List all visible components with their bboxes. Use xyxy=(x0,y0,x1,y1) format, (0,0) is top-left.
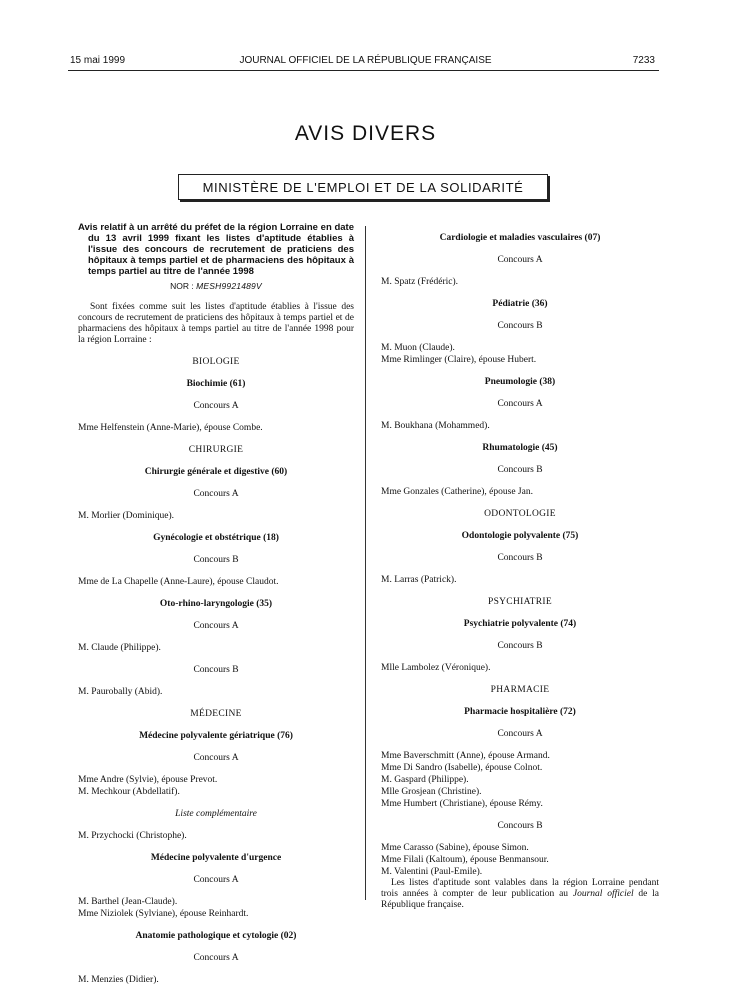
entry-item: M. Spatz (Frédéric). xyxy=(381,277,459,287)
entry-item: Mme Carasso (Sabine), épouse Simon. xyxy=(381,843,529,853)
entry-item: M. Boukhana (Mohammed). xyxy=(381,421,490,431)
entry-item: Mme Niziolek (Sylviane), épouse Reinhardt. xyxy=(78,909,249,919)
entry-list xyxy=(78,422,354,434)
header-rule xyxy=(68,70,659,71)
specialty-heading: Rhumatologie (45) xyxy=(482,443,558,453)
entry-list xyxy=(78,510,354,522)
entry-list xyxy=(78,774,354,798)
specialty-heading: Chirurgie générale et digestive (60) xyxy=(144,467,288,477)
section-heading: PHARMACIE xyxy=(490,685,550,695)
entry-item: Mme Gonzales (Catherine), épouse Jan. xyxy=(381,487,533,497)
liste-label: Liste complémentaire xyxy=(175,809,257,819)
specialty-heading: Odontologie polyvalente (75) xyxy=(461,531,579,541)
concours-label: Concours A xyxy=(193,875,239,885)
ministry-name: MINISTÈRE DE L'EMPLOI ET DE LA SOLIDARITÉ xyxy=(202,179,524,195)
entry-list xyxy=(78,974,354,986)
concours-label: Concours B xyxy=(193,665,239,675)
entry-list xyxy=(78,830,354,842)
entry-list xyxy=(78,896,354,920)
entry-item: M. Claude (Philippe). xyxy=(78,643,161,653)
header-date: 15 mai 1999 xyxy=(70,55,126,66)
entry-list xyxy=(381,420,659,432)
section-heading: BIOLOGIE xyxy=(192,357,240,367)
header-journal-title: JOURNAL OFFICIEL DE LA RÉPUBLIQUE FRANÇAISE xyxy=(239,55,492,66)
concours-label: Concours A xyxy=(193,401,239,411)
entry-item: Mme de La Chapelle (Anne-Laure), épouse Claudot. xyxy=(78,577,279,587)
entry-item: M. Morlier (Dominique). xyxy=(78,511,175,521)
entry-list xyxy=(381,486,659,498)
specialty-heading: Pédiatrie (36) xyxy=(492,299,548,309)
left-column xyxy=(78,222,354,986)
concours-label: Concours A xyxy=(497,255,543,265)
entry-list xyxy=(381,750,659,810)
left-column-blocks xyxy=(78,356,354,986)
specialty-heading: Médecine polyvalente d'urgence xyxy=(150,853,282,863)
entry-item: M. Muon (Claude). xyxy=(381,343,455,353)
entry-item: Mme Helfenstein (Anne-Marie), épouse Combe. xyxy=(78,423,263,433)
entry-item: Mme Humbert (Christiane), épouse Rémy. xyxy=(381,799,543,809)
entry-list xyxy=(381,276,659,288)
header-page-number: 7233 xyxy=(632,55,655,66)
section-heading: ODONTOLOGIE xyxy=(484,509,556,519)
closing-text-italic: Journal officiel xyxy=(572,889,634,899)
entry-item: M. Mechkour (Abdellatif). xyxy=(78,787,180,797)
right-column-blocks xyxy=(381,232,659,878)
entry-item: Mlle Grosjean (Christine). xyxy=(381,787,482,797)
entry-item: M. Przychocki (Christophe). xyxy=(78,831,187,841)
right-column xyxy=(381,222,659,911)
closing-text-start: Les listes d'aptitude sont valables dans la région Lorraine pendant trois années à compter de leur publication au xyxy=(381,878,659,899)
entry-item: M. Barthel (Jean-Claude). xyxy=(78,897,178,907)
nor-label: NOR : xyxy=(170,281,194,291)
entry-list xyxy=(381,662,659,674)
entry-item: Mme Andre (Sylvie), épouse Prevot. xyxy=(78,775,218,785)
avis-title: Avis relatif à un arrêté du préfet de la région Lorraine en date du 13 avril 1999 fixant les listes d'aptitude établies à l'issue des concours de recrutement de praticiens des hôpitaux à temps partiel et de pharmaciens des hôpitaux à temps partiel au titre de l'année 1998 xyxy=(78,222,354,277)
specialty-heading: Pneumologie (38) xyxy=(484,377,556,387)
entry-item: Mlle Lambolez (Véronique). xyxy=(381,663,491,673)
concours-label: Concours A xyxy=(193,489,239,499)
entry-list xyxy=(78,576,354,588)
specialty-heading: Anatomie pathologique et cytologie (02) xyxy=(135,931,297,941)
concours-label: Concours A xyxy=(497,399,543,409)
entry-list xyxy=(381,574,659,586)
specialty-heading: Médecine polyvalente gériatrique (76) xyxy=(139,731,293,741)
section-heading: MÉDECINE xyxy=(190,709,242,719)
entry-item: Mme Baverschmitt (Anne), épouse Armand. xyxy=(381,751,550,761)
closing-text-end: de la République française. xyxy=(381,889,659,910)
avis-intro: Sont fixées comme suit les listes d'aptitude établies à l'issue des concours de recrutement de praticiens des hôpitaux à temps partiel et de pharmaciens des hôpitaux à temps partiel au titre de l'année 1998 pour la région Lorraine : xyxy=(78,302,354,345)
entry-item: Mme Rimlinger (Claire), épouse Hubert. xyxy=(381,355,537,365)
section-heading: PSYCHIATRIE xyxy=(487,597,552,607)
specialty-heading: Biochimie (61) xyxy=(186,379,246,389)
nor-reference xyxy=(78,280,354,292)
specialty-heading: Gynécologie et obstétrique (18) xyxy=(153,533,279,543)
entry-item: M. Menzies (Didier). xyxy=(78,975,159,985)
concours-label: Concours A xyxy=(193,953,239,963)
ministry-box xyxy=(178,174,548,200)
entry-list xyxy=(78,642,354,654)
entry-item: Mme Filali (Kaltoum), épouse Benmansour. xyxy=(381,855,549,865)
specialty-heading: Psychiatrie polyvalente (74) xyxy=(463,619,577,629)
entry-item: M. Paurobally (Abid). xyxy=(78,687,163,697)
section-heading: CHIRURGIE xyxy=(188,445,244,455)
nor-value: MESH9921489V xyxy=(196,281,262,291)
column-divider xyxy=(365,226,366,900)
concours-label: Concours B xyxy=(497,321,543,331)
closing-paragraph xyxy=(381,878,659,911)
entry-item: M. Valentini (Paul-Emile). xyxy=(381,867,483,877)
concours-label: Concours A xyxy=(193,753,239,763)
entry-list xyxy=(381,842,659,878)
specialty-heading: Pharmacie hospitalière (72) xyxy=(464,707,576,717)
concours-label: Concours B xyxy=(193,555,239,565)
concours-label: Concours A xyxy=(193,621,239,631)
concours-label: Concours B xyxy=(497,465,543,475)
specialty-heading: Oto-rhino-laryngologie (35) xyxy=(159,599,273,609)
entry-item: M. Gaspard (Philippe). xyxy=(381,775,469,785)
concours-label: Concours B xyxy=(497,641,543,651)
concours-label: Concours B xyxy=(497,821,543,831)
concours-label: Concours A xyxy=(497,729,543,739)
entry-list xyxy=(381,342,659,366)
entry-item: Mme Di Sandro (Isabelle), épouse Colnot. xyxy=(381,763,543,773)
concours-label: Concours B xyxy=(497,553,543,563)
entry-list xyxy=(78,686,354,698)
page-title: AVIS DIVERS xyxy=(294,122,437,145)
entry-item: M. Larras (Patrick). xyxy=(381,575,457,585)
specialty-heading: Cardiologie et maladies vasculaires (07) xyxy=(439,233,601,243)
